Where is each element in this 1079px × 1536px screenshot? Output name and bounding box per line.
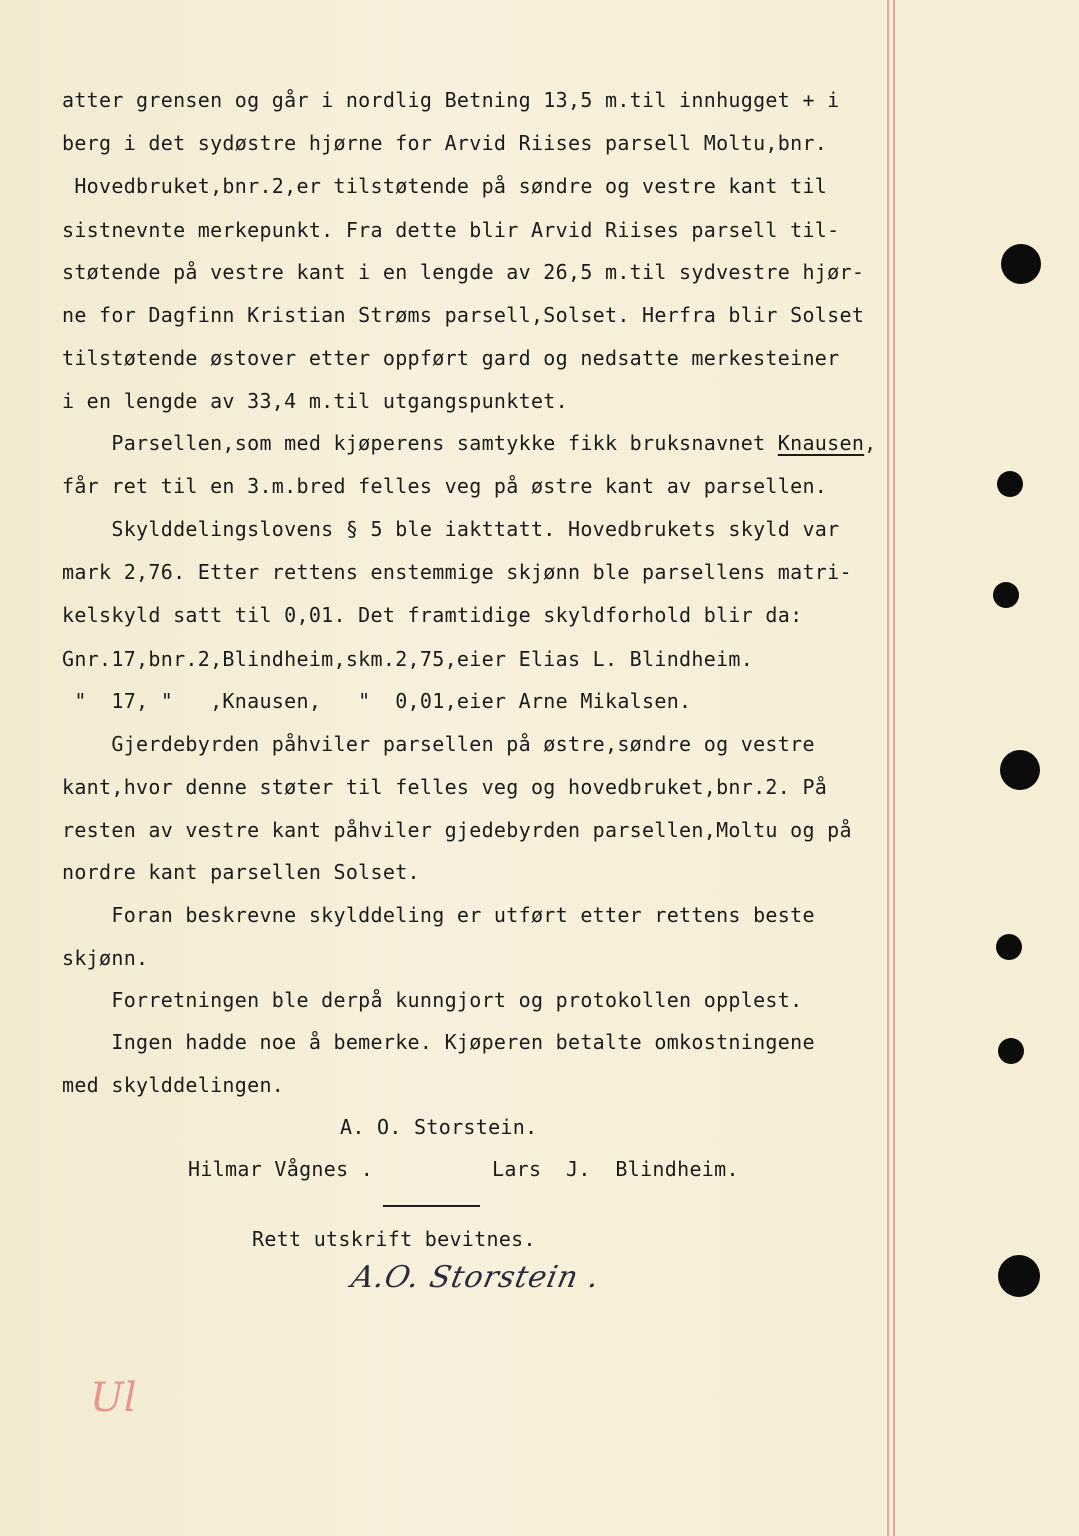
- text-line: Hovedbruket,bnr.2,er tilstøtende på søndre og vestre kant til: [62, 174, 828, 198]
- text-line: Skylddelingslovens § 5 ble iakttatt. Hovedbrukets skyld var: [62, 517, 840, 541]
- text-line: atter grensen og går i nordlig Betning 13,5 m.til innhugget + i: [62, 88, 840, 112]
- parsell-line-end: ,: [864, 431, 877, 455]
- punch-hole: [997, 471, 1023, 497]
- text-line: med skylddelingen.: [62, 1073, 285, 1097]
- text-line: resten av vestre kant påhviler gjedebyrden parsellen,Moltu og på: [62, 818, 852, 842]
- text-line: " 17, " ,Knausen, " 0,01,eier Arne Mikalsen.: [62, 689, 692, 713]
- margin-scrawl: Ul: [90, 1375, 137, 1421]
- text-line: berg i det sydøstre hjørne for Arvid Riises parsell Moltu,bnr.: [62, 131, 828, 155]
- margin-rule: [887, 0, 889, 1536]
- margin-rule-inner: [893, 0, 895, 1536]
- text-line: i en lengde av 33,4 m.til utgangspunktet.: [62, 389, 568, 413]
- handwritten-signature: A.O. Storstein .: [348, 1260, 604, 1295]
- signatory-main: A. O. Storstein.: [340, 1115, 538, 1139]
- text-line: Foran beskrevne skylddeling er utført etter rettens beste: [62, 903, 815, 927]
- text-line: kelskyld satt til 0,01. Det framtidige skyldforhold blir da:: [62, 603, 803, 627]
- punch-hole: [996, 934, 1022, 960]
- certification-text: Rett utskrift bevitnes.: [252, 1227, 536, 1251]
- signatory-right: Lars J. Blindheim.: [492, 1157, 739, 1181]
- text-line: nordre kant parsellen Solset.: [62, 860, 420, 884]
- text-line: tilstøtende østover etter oppført gard og nedsatte merkesteiner: [62, 346, 840, 370]
- punch-hole: [993, 582, 1019, 608]
- parsell-name-line: [62, 431, 877, 455]
- text-line: Forretningen ble derpå kunngjort og protokollen opplest.: [62, 988, 803, 1012]
- text-line: mark 2,76. Etter rettens enstemmige skjønn ble parsellens matri-: [62, 560, 852, 584]
- punch-hole: [1000, 750, 1040, 790]
- text-line: sistnevnte merkepunkt. Fra dette blir Arvid Riises parsell til-: [62, 218, 840, 242]
- text-line: ne for Dagfinn Kristian Strøms parsell,Solset. Herfra blir Solset: [62, 303, 865, 327]
- text-line: kant,hvor denne støter til felles veg og hovedbruket,bnr.2. På: [62, 775, 828, 799]
- signatory-left: Hilmar Vågnes .: [188, 1157, 374, 1181]
- text-line: Gnr.17,bnr.2,Blindheim,skm.2,75,eier Elias L. Blindheim.: [62, 647, 754, 671]
- text-line: Ingen hadde noe å bemerke. Kjøperen betalte omkostningene: [62, 1030, 815, 1054]
- punch-hole: [998, 1038, 1024, 1064]
- parsell-name: Knausen: [777, 431, 865, 455]
- text-line: får ret til en 3.m.bred felles veg på østre kant av parsellen.: [62, 474, 828, 498]
- punch-hole: [1001, 244, 1041, 284]
- text-line: skjønn.: [62, 946, 149, 970]
- punch-hole: [998, 1255, 1040, 1297]
- text-line: støtende på vestre kant i en lengde av 26,5 m.til sydvestre hjør-: [62, 260, 865, 284]
- text-line: Gjerdebyrden påhviler parsellen på østre,søndre og vestre: [62, 732, 815, 756]
- signature-divider: [383, 1205, 480, 1207]
- parsell-line-start: Parsellen,som med kjøperens samtykke fikk bruksnavnet: [62, 431, 778, 455]
